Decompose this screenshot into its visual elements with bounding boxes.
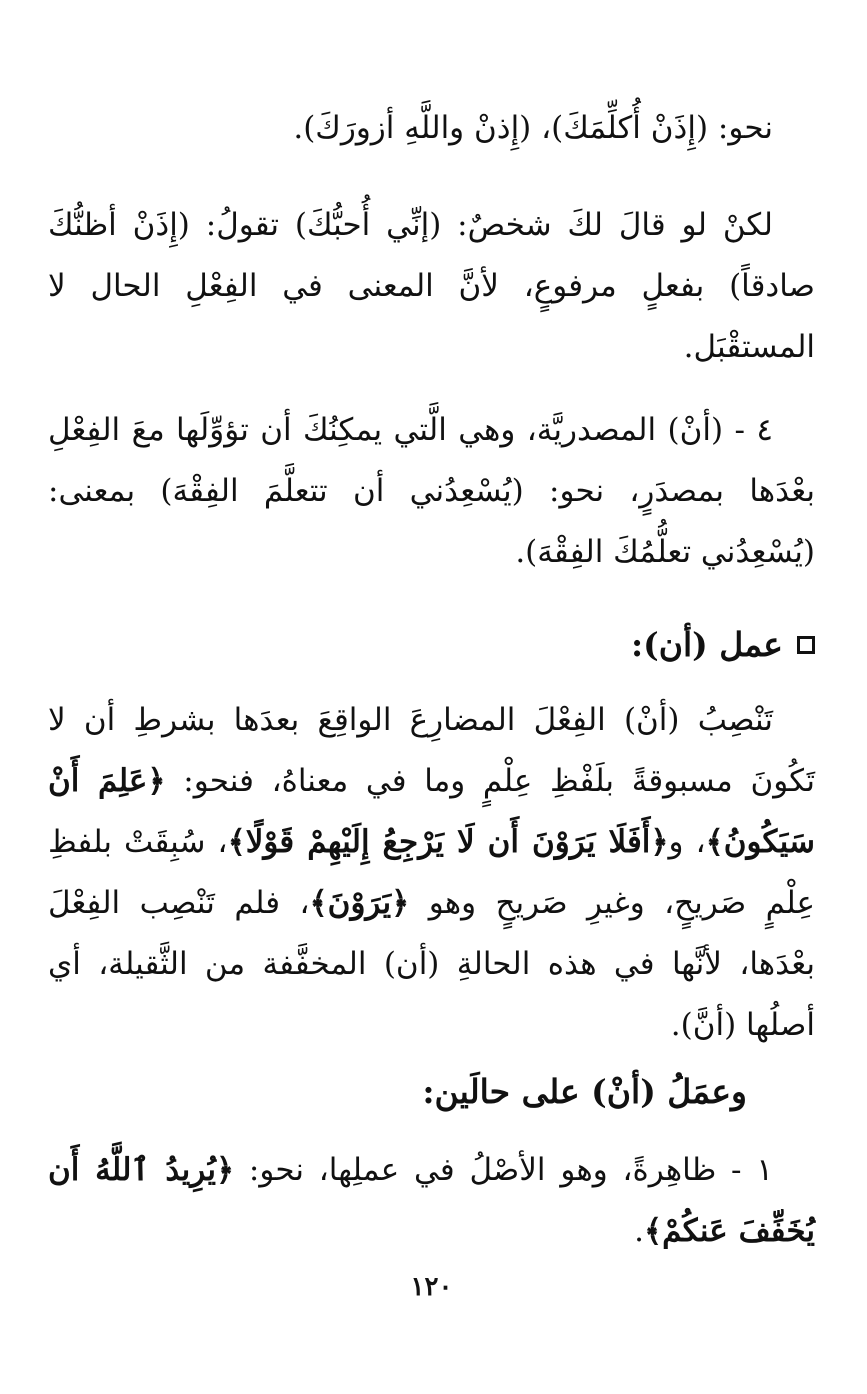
quran-quote: ﴿أَفَلَا يَرَوْنَ أَن لَا يَرْجِعُ إِلَيْهِمْ قَوْلًا﴾ [227, 824, 669, 860]
section-heading-text: عمل (أن): [630, 625, 783, 664]
paragraph-masdariyya: ٤ - (أنْ) المصدريَّة، وهي الَّتي يمكِنُكَ أن تؤوِّلَها معَ الفِعْلِ بعْدَها بمصدَرٍ، نحو: (يُسْعِدُني أن تتعلَّمَ الفِقْهَ) بمعنى: (يُسْعِدُني تعلُّمُكَ الفِقْهَ). [48, 412, 815, 570]
subheading-text: وعمَلُ (أنْ) على حالَين: [422, 1072, 747, 1111]
text-run: . [634, 1213, 645, 1249]
text-run: ١ - ظاهِرةً، وهو الأصْلُ في عملِها، نحو: [234, 1152, 773, 1188]
quran-quote: ﴿يَرَوْنَ﴾ [309, 885, 410, 921]
subheading [422, 1067, 747, 1117]
quran-quote: ﴿عَلِمَ أَنْ سَيَكُونُ﴾ [48, 763, 815, 860]
section-heading [631, 620, 815, 670]
paragraph-zahira [48, 1140, 815, 1262]
text-run: ، و [668, 824, 706, 860]
text-run: ، سُبِقَتْ بلفظِ عِلْمٍ صَريحٍ، وغيرِ صَريحٍ وهو [48, 824, 815, 921]
text-run: ، فلم تَنْصِب الفِعْلَ بعْدَها، لأنَّها في هذه الحالةِ (أن) المخفَّفة من الثَّقيلة، أي أصلُها (أنَّ). [48, 885, 816, 1043]
quran-quote: ﴿يُرِيدُ ٱللَّهُ أَن يُخَفِّفَ عَنكُمْ﴾ [48, 1152, 815, 1249]
text-run: تَنْصِبُ (أنْ) الفِعْلَ المضارِعَ الواقِعَ بعدَها بشرطِ أن لا تَكُونَ مسبوقةً بلَفْظِ عِلْمٍ وما في معناهُ، فنحو: [48, 702, 815, 799]
book-page [48, 0, 815, 1394]
square-outline-icon [797, 636, 815, 654]
page-number: ١٢٠ [410, 1272, 453, 1302]
paragraph-examples-idhan: نحو: (إِذَنْ أُكلِّمَكَ)، (إِذنْ واللَّهِ أزورَكَ). [293, 110, 773, 146]
paragraph-idhan-condition: لكنْ لو قالَ لكَ شخصٌ: (إنِّي أُحبُّكَ) تقولُ: (إِذَنْ أظنُّكَ صادقاً) بفعلٍ مرفوعٍ، لأنَّ المعنى في الفِعْلِ الحال لا المستقْبَل. [48, 207, 815, 365]
paragraph-nasb-an [48, 690, 815, 1056]
